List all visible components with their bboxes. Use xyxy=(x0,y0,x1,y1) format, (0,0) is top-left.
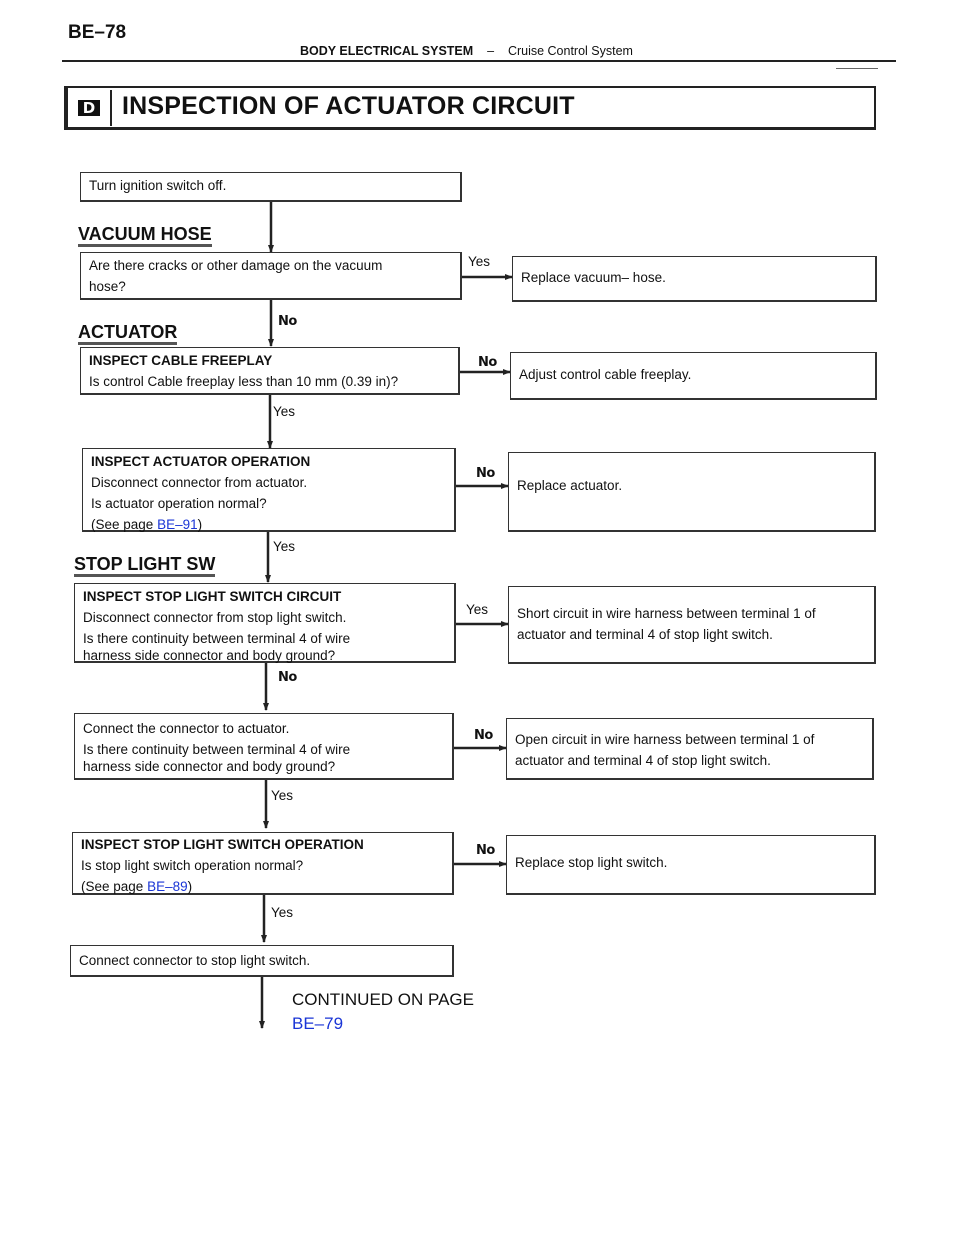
label-no-actuator: No xyxy=(476,466,495,481)
ref-prefix-be91: (See page xyxy=(91,517,158,532)
running-head-separator: – xyxy=(487,44,495,58)
link-be-79[interactable]: BE–79 xyxy=(292,1014,344,1033)
running-head-section: BODY ELECTRICAL SYSTEM xyxy=(300,44,474,58)
section-title: INSPECTION OF ACTUATOR CIRCUIT xyxy=(122,92,575,120)
step-stop-switch-operation-ref xyxy=(81,876,444,897)
label-yes-cable: Yes xyxy=(273,404,296,419)
label-no-cable: No xyxy=(478,355,497,370)
step-connect-stop-switch xyxy=(70,945,454,977)
step-cable-freeplay-line1: Is control Cable freeplay less than 10 mm (0.39 in)? xyxy=(89,374,399,389)
step-stop-switch-circuit-line3: harness side connector and body ground? xyxy=(83,648,336,663)
heading-actuator: ACTUATOR xyxy=(78,322,177,345)
label-no-short: No xyxy=(278,670,297,685)
result-adjust-cable-text: Adjust control cable freeplay. xyxy=(519,367,692,382)
step-vacuum-check xyxy=(80,252,462,300)
result-short-circuit xyxy=(508,586,876,664)
label-no-stop-switch: No xyxy=(476,843,495,858)
ref-suffix-be91: ) xyxy=(197,517,203,532)
step-ignition-off-text: Turn ignition switch off. xyxy=(89,178,227,193)
result-replace-stop-switch-text: Replace stop light switch. xyxy=(515,855,668,870)
step-vacuum-check-line2: hose? xyxy=(89,279,126,294)
result-replace-actuator-text: Replace actuator. xyxy=(517,478,623,493)
label-yes-short: Yes xyxy=(466,602,489,617)
step-cable-freeplay xyxy=(80,347,460,395)
step-stop-switch-circuit-title: INSPECT STOP LIGHT SWITCH CIRCUIT xyxy=(83,589,342,604)
step-actuator-operation-line2: Is actuator operation normal? xyxy=(91,496,267,511)
link-be-89[interactable]: BE–89 xyxy=(147,879,188,894)
step-stop-switch-circuit xyxy=(74,583,456,663)
step-stop-switch-operation-line1: Is stop light switch operation normal? xyxy=(81,858,304,873)
step-stop-switch-operation xyxy=(72,832,454,895)
step-actuator-operation-ref xyxy=(91,514,446,535)
heading-stop-light-sw: STOP LIGHT SW xyxy=(74,554,215,577)
step-connect-actuator-line3: harness side connector and body ground? xyxy=(83,759,336,774)
step-actuator-operation-title: INSPECT ACTUATOR OPERATION xyxy=(91,454,311,469)
result-adjust-cable xyxy=(510,352,877,400)
step-connect-stop-switch-text: Connect connector to stop light switch. xyxy=(79,953,311,968)
step-vacuum-check-line1: Are there cracks or other damage on the vacuum xyxy=(89,258,383,273)
label-no-hose: No xyxy=(278,314,297,329)
step-stop-switch-circuit-line1: Disconnect connector from stop light switch. xyxy=(83,610,347,625)
step-stop-switch-circuit-line2: Is there continuity between terminal 4 of wire xyxy=(83,631,351,646)
continued-text: CONTINUED ON PAGE xyxy=(292,990,474,1009)
result-replace-actuator xyxy=(508,452,876,532)
step-actuator-operation-line1: Disconnect connector from actuator. xyxy=(91,475,308,490)
result-open-circuit-line1: Open circuit in wire harness between terminal 1 of xyxy=(515,732,815,747)
link-be-91[interactable]: BE–91 xyxy=(157,517,198,532)
page-number: BE–78 xyxy=(68,22,127,43)
label-yes-hose: Yes xyxy=(468,254,491,269)
step-stop-switch-operation-title: INSPECT STOP LIGHT SWITCH OPERATION xyxy=(81,837,364,852)
continued-note xyxy=(292,988,474,1036)
label-no-open: No xyxy=(474,728,493,743)
step-cable-freeplay-title: INSPECT CABLE FREEPLAY xyxy=(89,353,273,368)
label-yes-actuator: Yes xyxy=(273,539,296,554)
result-replace-hose xyxy=(512,256,877,302)
result-replace-stop-switch xyxy=(506,835,876,895)
running-head-topic: Cruise Control System xyxy=(507,44,633,58)
step-actuator-operation xyxy=(82,448,456,532)
result-short-circuit-line2: actuator and terminal 4 of stop light switch. xyxy=(517,627,773,642)
step-connect-actuator-line1: Connect the connector to actuator. xyxy=(83,721,290,736)
result-replace-hose-text: Replace vacuum– hose. xyxy=(521,270,666,285)
result-short-circuit-line1: Short circuit in wire harness between terminal 1 of xyxy=(517,606,816,621)
ref-prefix-be89: (See page xyxy=(81,879,148,894)
section-letter: D xyxy=(78,100,100,116)
result-open-circuit xyxy=(506,718,874,780)
label-yes-stop-switch: Yes xyxy=(271,905,294,920)
step-connect-actuator xyxy=(74,713,454,780)
result-open-circuit-line2: actuator and terminal 4 of stop light switch. xyxy=(515,753,771,768)
step-connect-actuator-line2: Is there continuity between terminal 4 of wire xyxy=(83,742,351,757)
label-yes-open: Yes xyxy=(271,788,294,803)
heading-vacuum-hose: VACUUM HOSE xyxy=(78,224,212,247)
ref-suffix-be89: ) xyxy=(187,879,193,894)
step-ignition-off xyxy=(80,172,462,202)
